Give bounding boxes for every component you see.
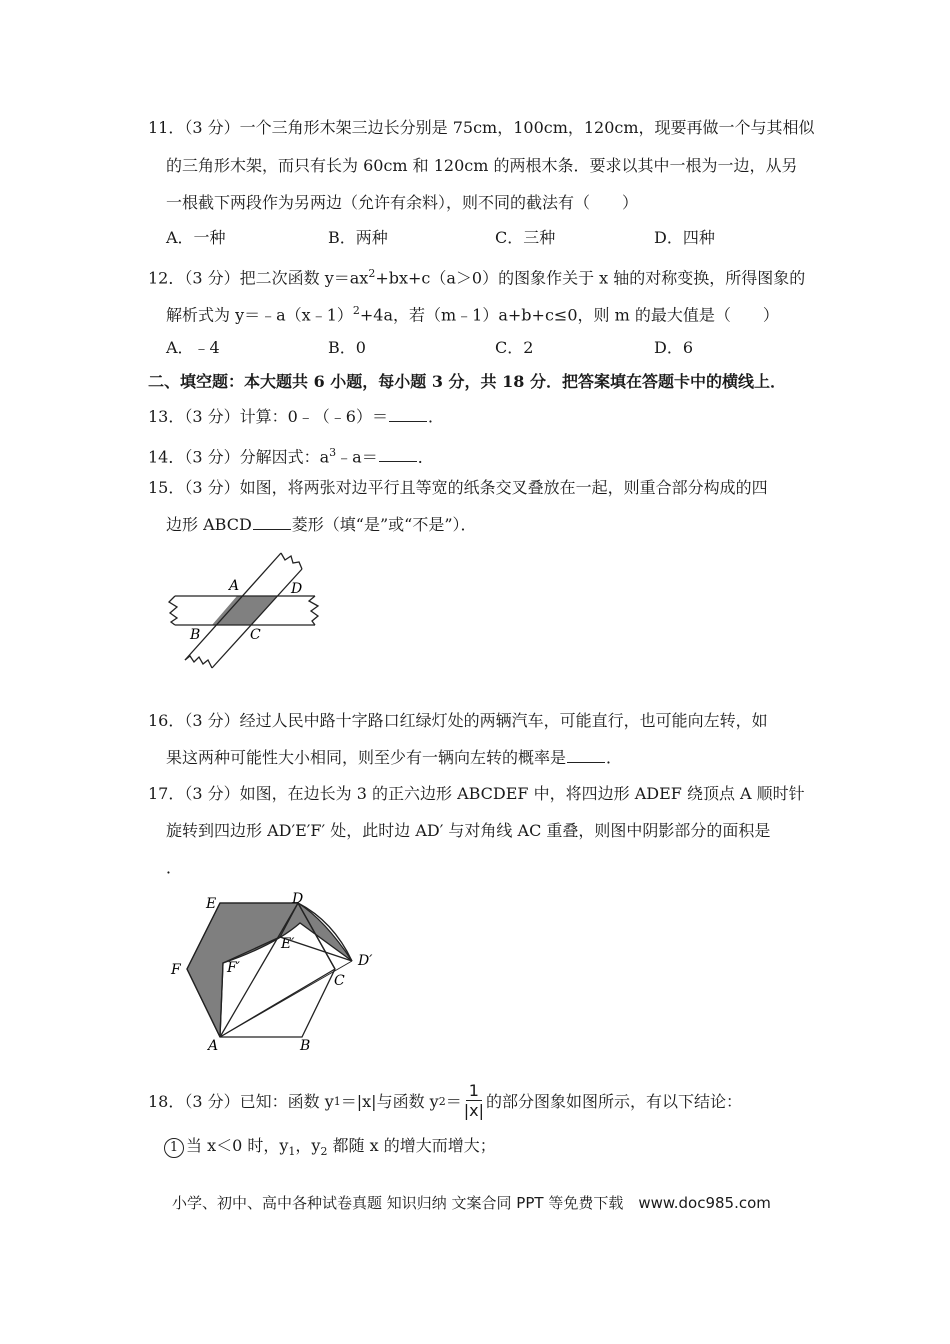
q18-sub2: 2 [438, 1094, 446, 1108]
q17-figure-hexagon [165, 885, 395, 1055]
q15-label-a: A [229, 578, 240, 594]
q18-item1-sub1: 1 [288, 1145, 296, 1159]
q17-line1: 17．（3 分）如图，在边长为 3 的正六边形 ABCDEF 中，将四边形 ADEF 绕顶点 A 顺时针 [148, 784, 805, 803]
q16-line2-a: 果这两种可能性大小相同，则至少有一辆向左转的概率是 [166, 748, 567, 767]
q11-option-c: C．三种 [495, 228, 556, 247]
q13-text: 13．（3 分）计算：0﹣（﹣6）＝ [148, 407, 388, 426]
q13-line [148, 406, 444, 428]
q18-sub1: 1 [333, 1094, 341, 1108]
q15-label-b: B [190, 627, 201, 643]
q12-line2 [166, 300, 779, 326]
q11-option-a: A．一种 [166, 228, 226, 247]
q17-label-d: D [292, 891, 304, 907]
q16-line2 [166, 747, 622, 769]
q12-option-a: A．﹣4 [166, 338, 220, 357]
q16-answer-blank [567, 748, 605, 763]
q17-label-e-prime: E′ [281, 936, 295, 952]
q16-line2-b: ． [606, 748, 623, 767]
q14-text: 14．（3 分）分解因式：a [148, 447, 330, 467]
q18-item1-c: 都随 x 的增大而增大； [327, 1136, 496, 1155]
q12-sup2: 2 [352, 304, 360, 317]
q11-option-d: D．四种 [654, 228, 715, 247]
q13-end: ． [428, 407, 445, 426]
q12-line1-a: 12．（3 分）把二次函数 y＝ax [148, 268, 369, 288]
q15-line2-a: 边形 ABCD [166, 515, 252, 534]
q14-end: ． [417, 447, 434, 467]
q18-item1-sub2: 2 [320, 1145, 328, 1159]
q15-label-d: D [291, 581, 303, 597]
q15-line2 [166, 514, 477, 536]
q13-answer-blank [389, 407, 427, 422]
q15-line2-b: 菱形（填“是”或“不是”）． [291, 515, 477, 534]
section-fill-in-heading: 二、填空题：本大题共 6 小题，每小题 3 分，共 18 分．把答案填在答题卡中的横线上． [148, 372, 786, 391]
q18-item1 [164, 1135, 496, 1163]
q15-figure-paper-strips [165, 550, 325, 670]
q18-text-d: 的部分图象如图所示，有以下结论： [485, 1091, 742, 1111]
q12-option-c: C．2 [495, 338, 534, 357]
q11-line2: 的三角形木架，而只有长为 60cm 和 120cm 的两根木条．要求以其中一根为一边，从另 [166, 156, 798, 175]
q18-item1-number: 1 [164, 1138, 184, 1158]
q18-text-a: 18．（3 分）已知：函数 y [148, 1091, 334, 1111]
q17-label-d-prime: D′ [358, 953, 373, 969]
q12-option-b: B．0 [328, 338, 366, 357]
q17-label-c: C [334, 973, 345, 989]
q16-line1: 16．（3 分）经过人民中路十字路口红绿灯处的两辆汽车，可能直行，也可能向左转，如 [148, 711, 768, 730]
q18-text-c: ＝ [445, 1091, 462, 1111]
q14-line [148, 442, 434, 468]
q11-line1: 11．（3 分）一个三角形木架三边长分别是 75cm，100cm，120cm，现要再做一个与其相似 [148, 118, 815, 137]
q17-label-e: E [206, 896, 217, 912]
q18-text-b: ＝|x|与函数 y [340, 1091, 439, 1111]
q17-label-b: B [300, 1038, 311, 1054]
q15-overlap-rhombus [212, 596, 278, 625]
q17-label-a: A [208, 1038, 219, 1054]
q12-line1 [148, 263, 805, 289]
q15-h-strip-right-edge [309, 596, 318, 625]
q15-label-c: C [250, 627, 261, 643]
q12-sup1: 2 [368, 267, 376, 280]
q12-line2-b: +4a，若（m﹣1）a+b+c≤0，则 m 的最大值是（ ） [359, 305, 779, 325]
page-footer: 小学、初中、高中各种试卷真题 知识归纳 文案合同 PPT 等免费下载 www.doc985.com [172, 1194, 771, 1212]
q18-item1-a: 当 x＜0 时，y [186, 1136, 289, 1155]
q18-fraction-denominator: |x| [463, 1101, 484, 1120]
q11-option-b: B．两种 [328, 228, 388, 247]
q15-s-strip-top-edge [281, 553, 302, 569]
q12-line2-a: 解析式为 y＝﹣a（x﹣1） [166, 305, 353, 325]
q11-line3: 一根截下两段作为另两边（允许有余料），则不同的截法有（ ） [166, 193, 639, 212]
q18-fraction [464, 1082, 484, 1121]
q15-s-strip-bottom-edge [185, 656, 212, 668]
q17-line2: 旋转到四边形 AD′E′F′ 处，此时边 AD′ 与对角线 AC 重叠，则图中阴影部分的面积是 [166, 821, 771, 840]
q17-label-f: F [171, 962, 181, 978]
q15-answer-blank [253, 515, 291, 530]
q12-line1-b: +bx+c（a＞0）的图象作关于 x 轴的对称变换，所得图象的 [375, 268, 806, 288]
q18-item1-b: ，y [295, 1136, 321, 1155]
q14-answer-blank [379, 447, 417, 462]
q15-h-strip-left-edge [169, 596, 177, 625]
q17-line3: ． [166, 858, 183, 877]
q12-option-d: D．6 [654, 338, 694, 357]
q14-sup: 3 [329, 446, 337, 459]
q15-line1: 15．（3 分）如图，将两张对边平行且等宽的纸条交叉叠放在一起，则重合部分构成的四 [148, 478, 768, 497]
q17-label-f-prime: F′ [227, 960, 240, 976]
q18-line1 [148, 1082, 742, 1121]
q14-mid: ﹣a＝ [336, 447, 378, 467]
q18-fraction-numerator: 1 [466, 1082, 482, 1101]
q17-shaded-region [187, 903, 352, 1037]
